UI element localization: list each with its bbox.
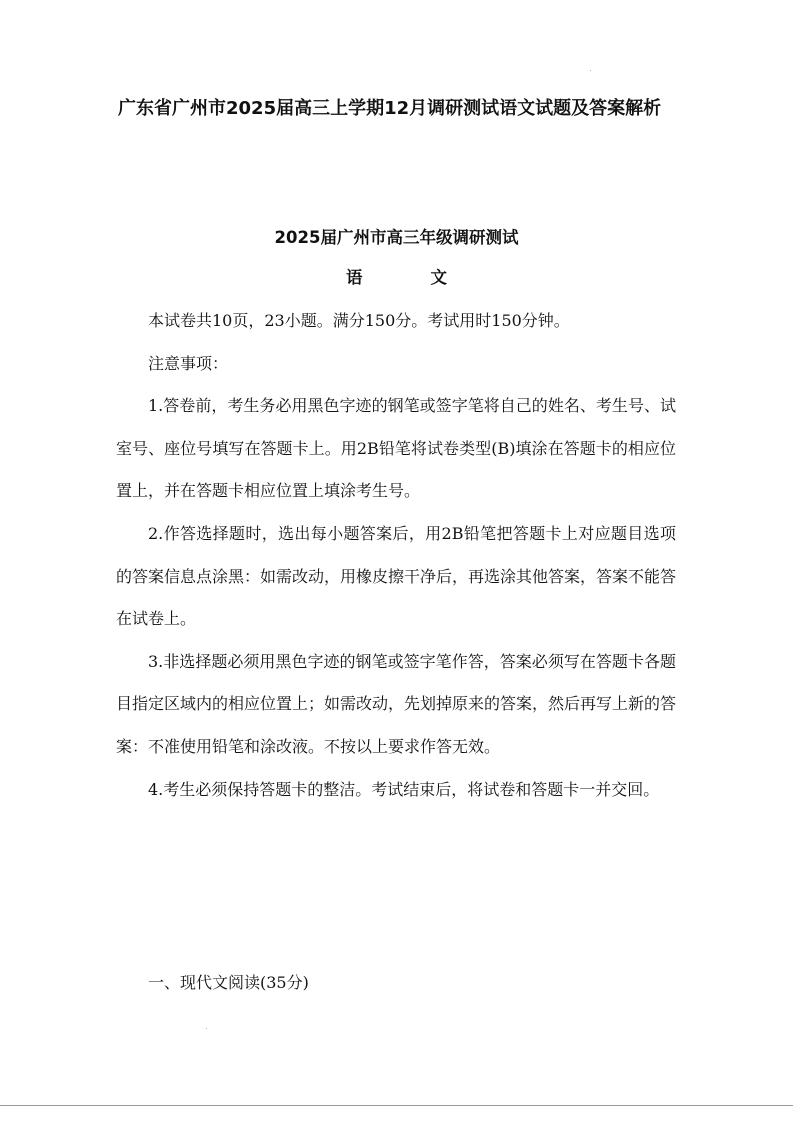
instruction-item-4: 4.考生必须保持答题卡的整洁。考试结束后，将试卷和答题卡一并交回。 — [148, 779, 660, 799]
exam-title: 2025届广州市高三年级调研测试 — [274, 228, 519, 247]
document-title: 广东省广州市2025届高三上学期12月调研测试语文试题及答案解析 — [118, 98, 662, 119]
scan-speck — [206, 1028, 207, 1029]
notes-heading: 注意事项： — [148, 353, 229, 373]
exam-info-paragraph: 本试卷共10页，23小题。满分150分。考试用时150分钟。 — [148, 311, 570, 330]
instruction-item-2: 2.作答选择题时，选出每小题答案后，用2B铅笔把答题卡上对应题目选项的答案信息点涂黑：如需改动，用橡皮擦干净后，再选涂其他答案，答案不能答在试卷上。 — [116, 523, 677, 629]
subject-title: 语文 — [346, 268, 515, 287]
instruction-item-3: 3.非选择题必须用黑色字迹的钢笔或签字笔作答，答案必须写在答题卡各题目指定区域内的相应位置上；如需改动，先划掉原来的答案，然后再写上新的答案：不准使用铅笔和涂改液。不按以上要求作答无效。 — [116, 651, 677, 756]
page-bottom-divider — [0, 1105, 793, 1106]
instruction-item-1: 1.答卷前，考生务必用黑色字迹的钢笔或签字笔将自己的姓名、考生号、试室号、座位号填写在答题卡上。用2B铅笔将试卷类型(B)填涂在答题卡的相应位置上，并在答题卡相应位置上填涂考生号。 — [116, 396, 676, 501]
section-heading: 一、现代文阅读(35分) — [148, 973, 309, 992]
instructions-body — [116, 300, 676, 811]
scan-speck — [590, 70, 591, 71]
